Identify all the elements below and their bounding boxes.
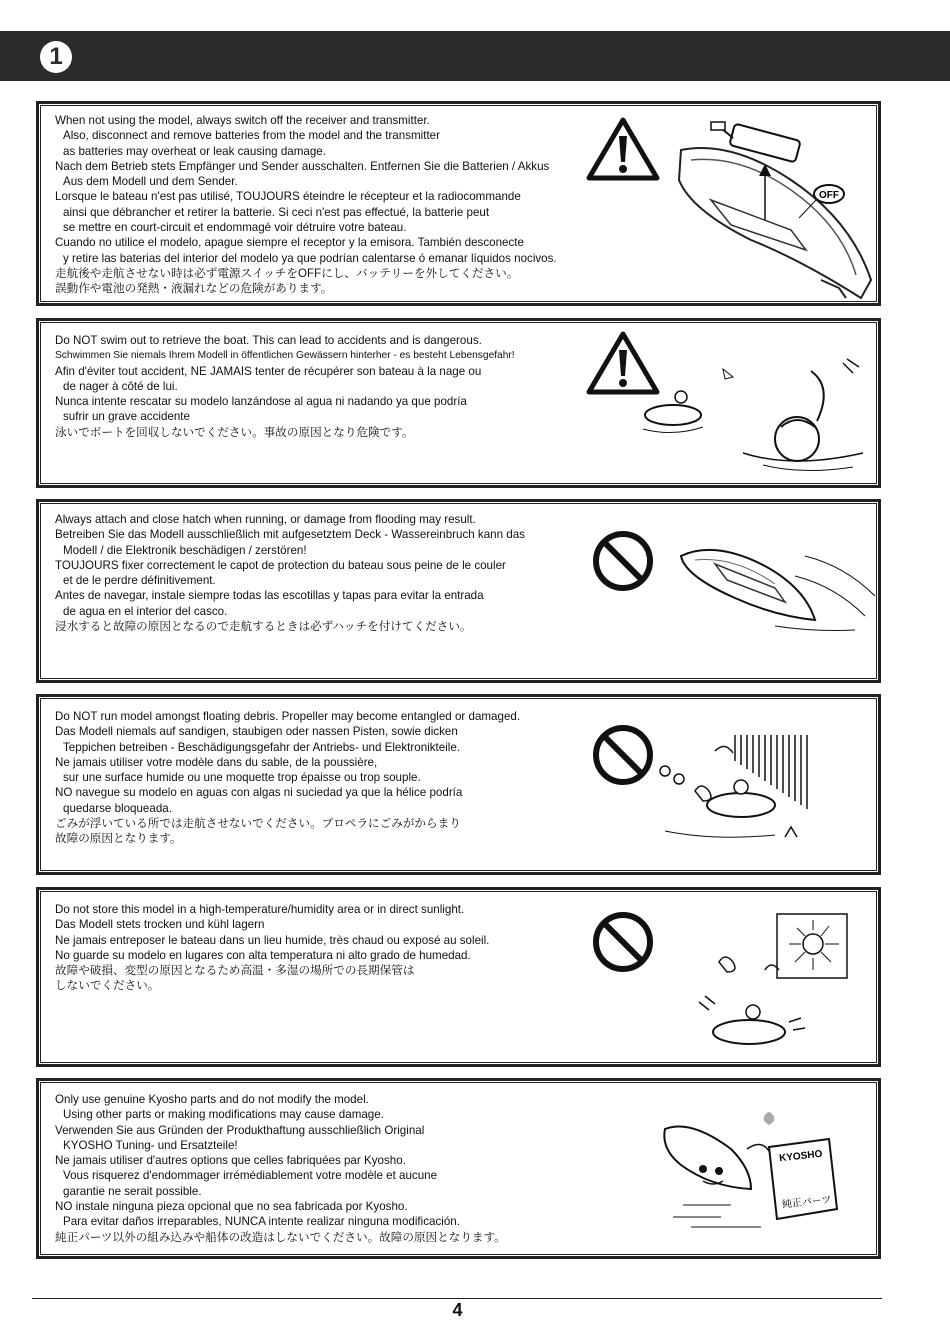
caution-text [55, 113, 557, 297]
text-line: 故障や破損、変型の原因となるため高温・多湿の場所での長期保管は [55, 964, 415, 978]
text-line: as batteries may overheat or leak causing damage. [63, 144, 326, 158]
kyosho-parts-illustration [651, 1109, 851, 1229]
text-line: When not using the model, always switch off the receiver and transmitter. [55, 114, 430, 127]
text-line: 浸水すると故障の原因となるので走航するときは必ずハッチを付けてください。 [55, 620, 472, 634]
text-line: KYOSHO Tuning- und Ersatzteile! [63, 1138, 238, 1152]
warning-triangle-icon [585, 116, 661, 182]
text-line: Lorsque le bateau n'est pas utilisé, TOUJOURS éteindre le récepteur et la radiocommande [55, 190, 521, 204]
text-line: Afin d'éviter tout accident, NE JAMAIS tenter de récupérer son bateau à la nage ou [55, 364, 482, 378]
text-line: 故障の原因となります。 [55, 832, 182, 846]
text-line: de nager à côté de lui. [63, 379, 178, 393]
caution-box-storage [36, 887, 881, 1067]
text-line: Do not store this model in a high-temperature/humidity area or in direct sunlight. [55, 903, 465, 916]
text-line: しないでください。 [55, 979, 160, 993]
text-line: NO instale ninguna pieza opcional que no sea fabricada por Kyosho. [55, 1200, 408, 1214]
text-line: Always attach and close hatch when running, or damage from flooding may result. [55, 513, 476, 526]
text-line: Do NOT swim out to retrieve the boat. This can lead to accidents and is dangerous. [55, 334, 482, 347]
text-line: NO navegue su modelo en aguas con algas ni suciedad ya que la hélice podría [55, 786, 463, 800]
text-line: Schwimmen Sie niemals Ihrem Modell in öffentlichen Gewässern hinterher - es besteht Lebensgefahr! [55, 350, 515, 362]
text-line: Verwenden Sie aus Gründen der Produkthaftung ausschließlich Original [55, 1123, 425, 1137]
caution-box-batteries [36, 101, 881, 306]
text-line: y retire las baterias del interior del modelo ya que podrían calentarse ó emanar líquidos nocivos. [63, 251, 557, 265]
text-line: Teppichen betreiben - Beschädigungsgefahr der Antriebs- und Elektronikteile. [63, 740, 461, 754]
step-header-bar [0, 31, 950, 81]
text-line: Cuando no utilice el modelo, apague siempre el receptor y la emisora. También desconecte [55, 236, 524, 250]
text-line: No guarde su modelo en lugares con alta temperatura ni alto grado de humedad. [55, 948, 471, 962]
caution-text [55, 902, 489, 994]
text-line: Ne jamais utiliser d'autres options que celles fabriquées par Kyosho. [55, 1154, 406, 1168]
text-line: Das Modell stets trocken und kühl lagern [55, 918, 265, 932]
text-line: Ne jamais utiliser votre modèle dans du sable, de la poussière, [55, 755, 378, 769]
prohibited-icon [591, 723, 655, 787]
text-line: Betreiben Sie das Modell ausschließlich mit aufgesetztem Deck - Wassereinbruch kann das [55, 528, 525, 542]
caution-box-debris [36, 694, 881, 875]
text-line: 純正パーツ以外の組み込みや船体の改造はしないでください。故障の原因となります。 [55, 1230, 506, 1244]
text-line: sur une surface humide ou une moquette trop épaisse ou trop souple. [63, 771, 421, 785]
step-number-badge: 1 [40, 41, 72, 73]
text-line: Das Modell niemals auf sandigen, staubigen oder nassen Pisten, sowie dicken [55, 725, 458, 739]
text-line: quedarse bloqueada. [63, 801, 172, 815]
text-line: ごみが浮いている所では走航させないでください。プロペラにごみがからまり [55, 817, 461, 831]
text-line: 泳いでボートを回収しないでください。事故の原因となり危険です。 [55, 425, 414, 439]
text-line: et de le perdre définitivement. [63, 574, 216, 588]
caution-box-no-swimming [36, 318, 881, 488]
footer-rule [32, 1298, 882, 1299]
boat-hatch-illustration [675, 536, 875, 636]
text-line: Nach dem Betrieb stets Empfänger und Sender ausschalten. Entfernen Sie die Batterien / Akkus [55, 159, 550, 173]
text-line: 誤動作や電池の発熱・液漏れなどの危険があります。 [55, 282, 333, 296]
sun-heat-illustration [689, 912, 879, 1062]
caution-text [55, 333, 515, 440]
text-line: TOUJOURS fixer correctement le capot de protection du bateau sous peine de le couler [55, 558, 506, 572]
prohibited-icon [591, 529, 655, 593]
off-label: OFF [819, 190, 839, 201]
caution-text [55, 1092, 506, 1245]
text-line: Vous risquerez d'endommager irrémédiablement votre modèle et aucune [63, 1169, 438, 1183]
kyosho-brand-label: KYOSHO [778, 1148, 823, 1165]
prohibited-icon [591, 910, 655, 974]
text-line: Antes de navegar, instale siempre todas las escotillas y tapas para evitar la entrada [55, 589, 484, 603]
text-line: Only use genuine Kyosho parts and do not modify the model. [55, 1093, 369, 1106]
swimmer-illustration [633, 357, 873, 477]
text-line: Do NOT run model amongst floating debris. Propeller may become entangled or damaged. [55, 710, 521, 723]
caution-text [55, 709, 520, 847]
text-line: Ne jamais entreposer le bateau dans un lieu humide, très chaud ou exposé au soleil. [55, 933, 490, 947]
text-line: ainsi que débrancher et retirer la batterie. Si ceci n'est pas effectué, la batterie peut [63, 205, 490, 219]
boat-battery-illustration [671, 110, 881, 302]
text-line: se mettre en court-circuit et endommagé voir détruire votre bateau. [63, 221, 407, 235]
text-line: garantie ne serait possible. [63, 1184, 202, 1198]
text-line: Using other parts or making modifications may cause damage. [63, 1108, 384, 1122]
caution-box-genuine-parts [36, 1078, 881, 1259]
genuine-parts-label: 純正パーツ [781, 1194, 832, 1211]
text-line: Aus dem Modell und dem Sender. [63, 175, 238, 189]
caution-text [55, 512, 525, 634]
text-line: Modell / die Elektronik beschädigen / zerstören! [63, 543, 307, 557]
text-line: Also, disconnect and remove batteries from the model and the transmitter [63, 129, 440, 143]
caution-box-hatch [36, 499, 881, 683]
text-line: Nunca intente rescatar su modelo lanzándose al agua ni nadando ya que podría [55, 395, 467, 409]
text-line: 走航後や走航させない時は必ず電源スイッチをOFFにし、バッテリーを外してください。 [55, 266, 519, 280]
page-number: 4 [452, 1300, 463, 1320]
text-line: sufrir un grave accidente [63, 410, 190, 424]
text-line: Para evitar daños irreparables, NUNCA intente realizar ninguna modificación. [63, 1215, 460, 1229]
debris-illustration [655, 731, 875, 861]
text-line: de agua en el interior del casco. [63, 604, 228, 618]
